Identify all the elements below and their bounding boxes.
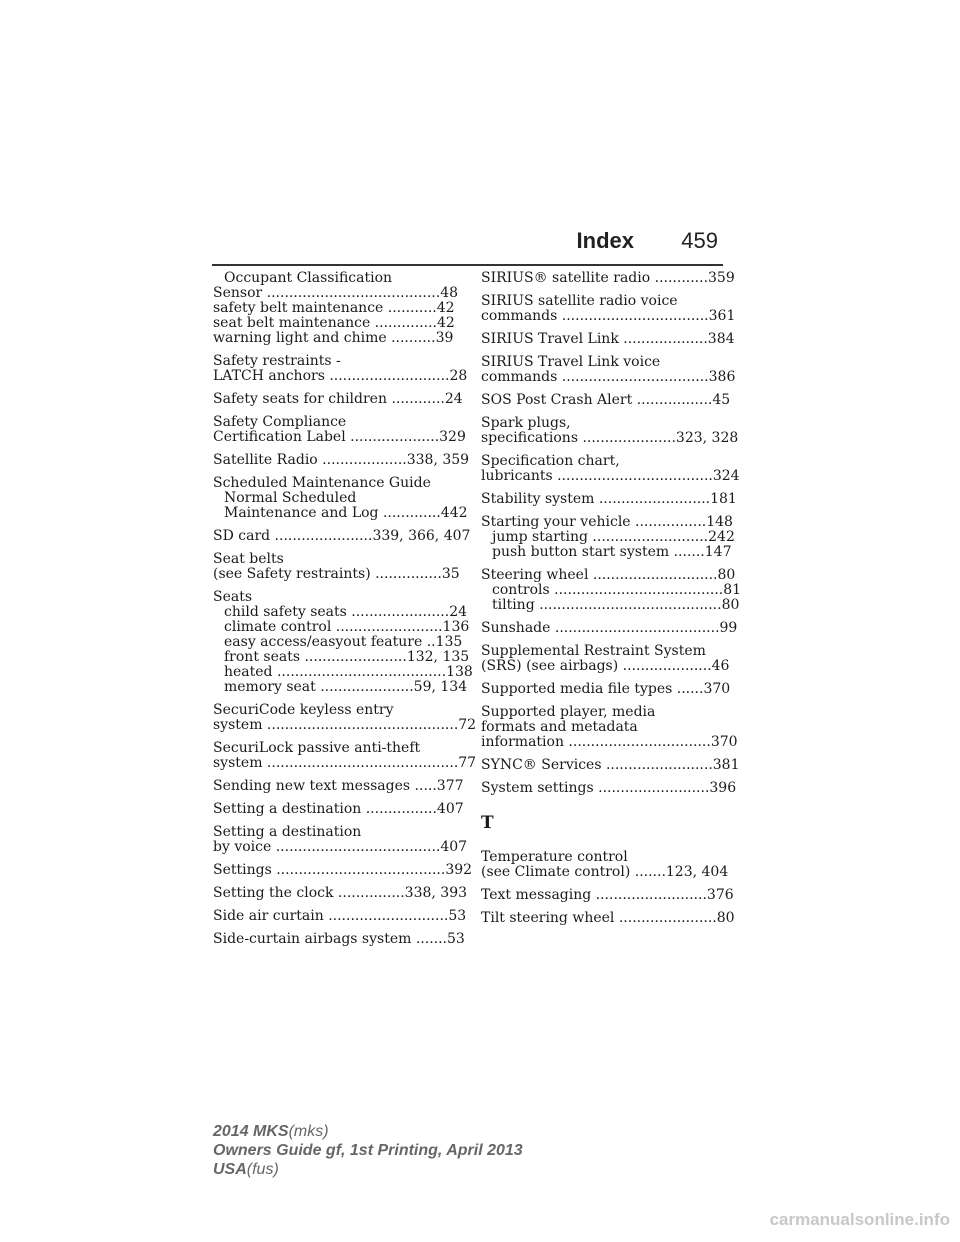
page-title: Index (576, 228, 634, 253)
index-entry-line: SIRIUS Travel Link ...................384 (481, 331, 735, 347)
index-entry-line: information ................................370 (481, 734, 738, 750)
index-entry-line: child safety seats ......................24 (224, 604, 468, 620)
index-entry-line: Satellite Radio ...................338, 359 (213, 452, 470, 468)
index-entry-line: push button start system .......147 (492, 544, 732, 560)
index-entry-line: controls ......................................81 (492, 582, 742, 598)
index-entry-line: Setting a destination ................407 (213, 801, 464, 817)
index-entry-line: Side air curtain ...........................53 (213, 908, 467, 924)
index-entry-line: heated ......................................138 (224, 664, 473, 680)
index-entry-line: Supported player, media (481, 704, 656, 720)
index-entry (213, 931, 465, 947)
index-entry (481, 704, 738, 750)
index-entry-line: Normal Scheduled (224, 490, 357, 506)
index-entry-line: Sunshade .....................................99 (481, 620, 738, 636)
index-entry (481, 567, 742, 613)
index-entry (481, 757, 740, 773)
index-entry-line: Scheduled Maintenance Guide (213, 475, 431, 491)
index-entry (481, 849, 729, 880)
index-entry (481, 270, 735, 286)
index-entry-line: Safety Compliance (213, 414, 347, 430)
index-entry-line: (see Climate control) .......123, 404 (481, 864, 729, 880)
index-entry (213, 528, 471, 544)
header-rule (212, 264, 723, 266)
index-entry-line: memory seat .....................59, 134 (224, 679, 468, 695)
index-entry-line: Starting your vehicle ................148 (481, 514, 733, 530)
index-entry-line: (see Safety restraints) ...............35 (213, 566, 460, 582)
index-entry (481, 415, 739, 446)
index-entry (213, 862, 473, 878)
footer-model: 2014 MKS (213, 1123, 289, 1140)
page-number: 459 (681, 228, 718, 253)
index-entry (213, 475, 468, 521)
index-entry-line: jump starting ..........................242 (492, 529, 735, 545)
index-entry (213, 452, 470, 468)
footer-guide-line: Owners Guide gf, 1st Printing, April 2013 (213, 1142, 523, 1159)
index-entry-line: Seats (213, 589, 253, 605)
index-entry-line: Specification chart, (481, 453, 620, 469)
watermark: carmanualsonline.info (769, 1210, 950, 1229)
index-entry (213, 414, 466, 445)
index-entry-line: SYNC® Services ........................381 (481, 757, 740, 773)
index-entry-line: warning light and chime ..........39 (213, 330, 454, 346)
index-group-t (481, 849, 735, 926)
index-entry-line: SIRIUS satellite radio voice (481, 293, 678, 309)
index-entry-line: safety belt maintenance ...........42 (213, 300, 455, 316)
index-entry (481, 293, 736, 324)
index-entry (481, 453, 740, 484)
index-entry-line: SD card ......................339, 366, 407 (213, 528, 471, 544)
index-entry-line: Safety seats for children ............24 (213, 391, 463, 407)
index-entry-line: system ...........................................77 (213, 755, 477, 771)
page-footer (213, 1122, 523, 1179)
index-entry-line: Side-curtain airbags system .......53 (213, 931, 465, 947)
index-entry (481, 681, 731, 697)
index-entry (213, 908, 467, 924)
index-entry-line: Temperature control (481, 849, 628, 865)
index-entry-line: formats and metadata (481, 719, 638, 735)
section-letter: T (481, 813, 494, 833)
index-entry-line: Settings ......................................392 (213, 862, 473, 878)
index-entry (213, 391, 463, 407)
index-entry-line: Setting a destination (213, 824, 362, 840)
index-entry (481, 910, 735, 926)
index-entry (213, 824, 468, 855)
index-group-s-continued (481, 270, 742, 796)
index-entry-line: commands .................................386 (481, 369, 736, 385)
index-entry (213, 702, 477, 733)
index-entry-line: specifications .....................323, 328 (481, 430, 739, 446)
index-entry-line: lubricants ...................................324 (481, 468, 740, 484)
index-entry-line: Occupant Classification (224, 270, 393, 286)
footer-region-line (213, 1160, 523, 1179)
index-entry-line: easy access/easyout feature ..135 (224, 634, 463, 650)
index-column-right (481, 270, 742, 934)
page-header (212, 226, 722, 260)
index-entry (213, 589, 473, 695)
index-entry-line: (SRS) (see airbags) ....................46 (481, 658, 730, 674)
index-entry-line: Safety restraints - (213, 353, 341, 369)
index-entry (481, 392, 731, 408)
index-entry-line: climate control ........................136 (224, 619, 470, 635)
index-entry (481, 514, 735, 560)
index-entry-line: Seat belts (213, 551, 284, 567)
index-entry-line: Stability system .........................181 (481, 491, 737, 507)
footer-region: USA (213, 1161, 247, 1178)
index-entry-line: front seats .......................132, 135 (224, 649, 470, 665)
index-entry (481, 354, 736, 385)
index-entry (481, 331, 735, 347)
index-entry-line: Setting the clock ...............338, 393 (213, 885, 468, 901)
index-entry-line: Tilt steering wheel ......................80 (481, 910, 735, 926)
index-entry (481, 620, 738, 636)
index-entry-line: System settings .........................396 (481, 780, 737, 796)
index-entry-line: seat belt maintenance ..............42 (213, 315, 455, 331)
index-entry (213, 353, 468, 384)
index-entry-line: system ...........................................72 (213, 717, 477, 733)
footer-model-line (213, 1122, 523, 1141)
index-entry (213, 551, 460, 582)
index-entry-line: Supplemental Restraint System (481, 643, 706, 659)
index-entry-line: LATCH anchors ...........................28 (213, 368, 468, 384)
index-entry (213, 778, 464, 794)
index-entry-line: SIRIUS Travel Link voice (481, 354, 661, 370)
index-entry-line: SecuriCode keyless entry (213, 702, 394, 718)
index-entry (213, 801, 464, 817)
footer-model-code: (mks) (288, 1123, 329, 1140)
index-entry-line: Text messaging .........................376 (481, 887, 734, 903)
index-entry-line: Steering wheel ............................80 (481, 567, 736, 583)
index-entry (481, 491, 737, 507)
index-entry-line: by voice .....................................407 (213, 839, 468, 855)
index-entry (481, 780, 737, 796)
index-entry (213, 885, 468, 901)
index-entry-line: commands .................................361 (481, 308, 736, 324)
index-entry (213, 270, 459, 346)
index-entry-line: Supported media file types ......370 (481, 681, 731, 697)
index-entry-line: SOS Post Crash Alert .................45 (481, 392, 731, 408)
index-entry-line: Sending new text messages .....377 (213, 778, 464, 794)
index-entry (481, 643, 730, 674)
index-entry (213, 740, 477, 771)
index-entry-line: Certification Label ....................329 (213, 429, 466, 445)
index-entry-line: SIRIUS® satellite radio ............359 (481, 270, 735, 286)
index-entry-line: Spark plugs, (481, 415, 571, 431)
index-entry-line: Sensor .......................................48 (213, 285, 459, 301)
index-entry-line: Maintenance and Log .............442 (224, 505, 468, 521)
index-column-left (213, 270, 477, 955)
footer-region-code: (fus) (246, 1161, 279, 1178)
index-entry-line: tilting .........................................80 (492, 597, 740, 613)
index-entry (481, 887, 734, 903)
index-entry-line: SecuriLock passive anti-theft (213, 740, 421, 756)
